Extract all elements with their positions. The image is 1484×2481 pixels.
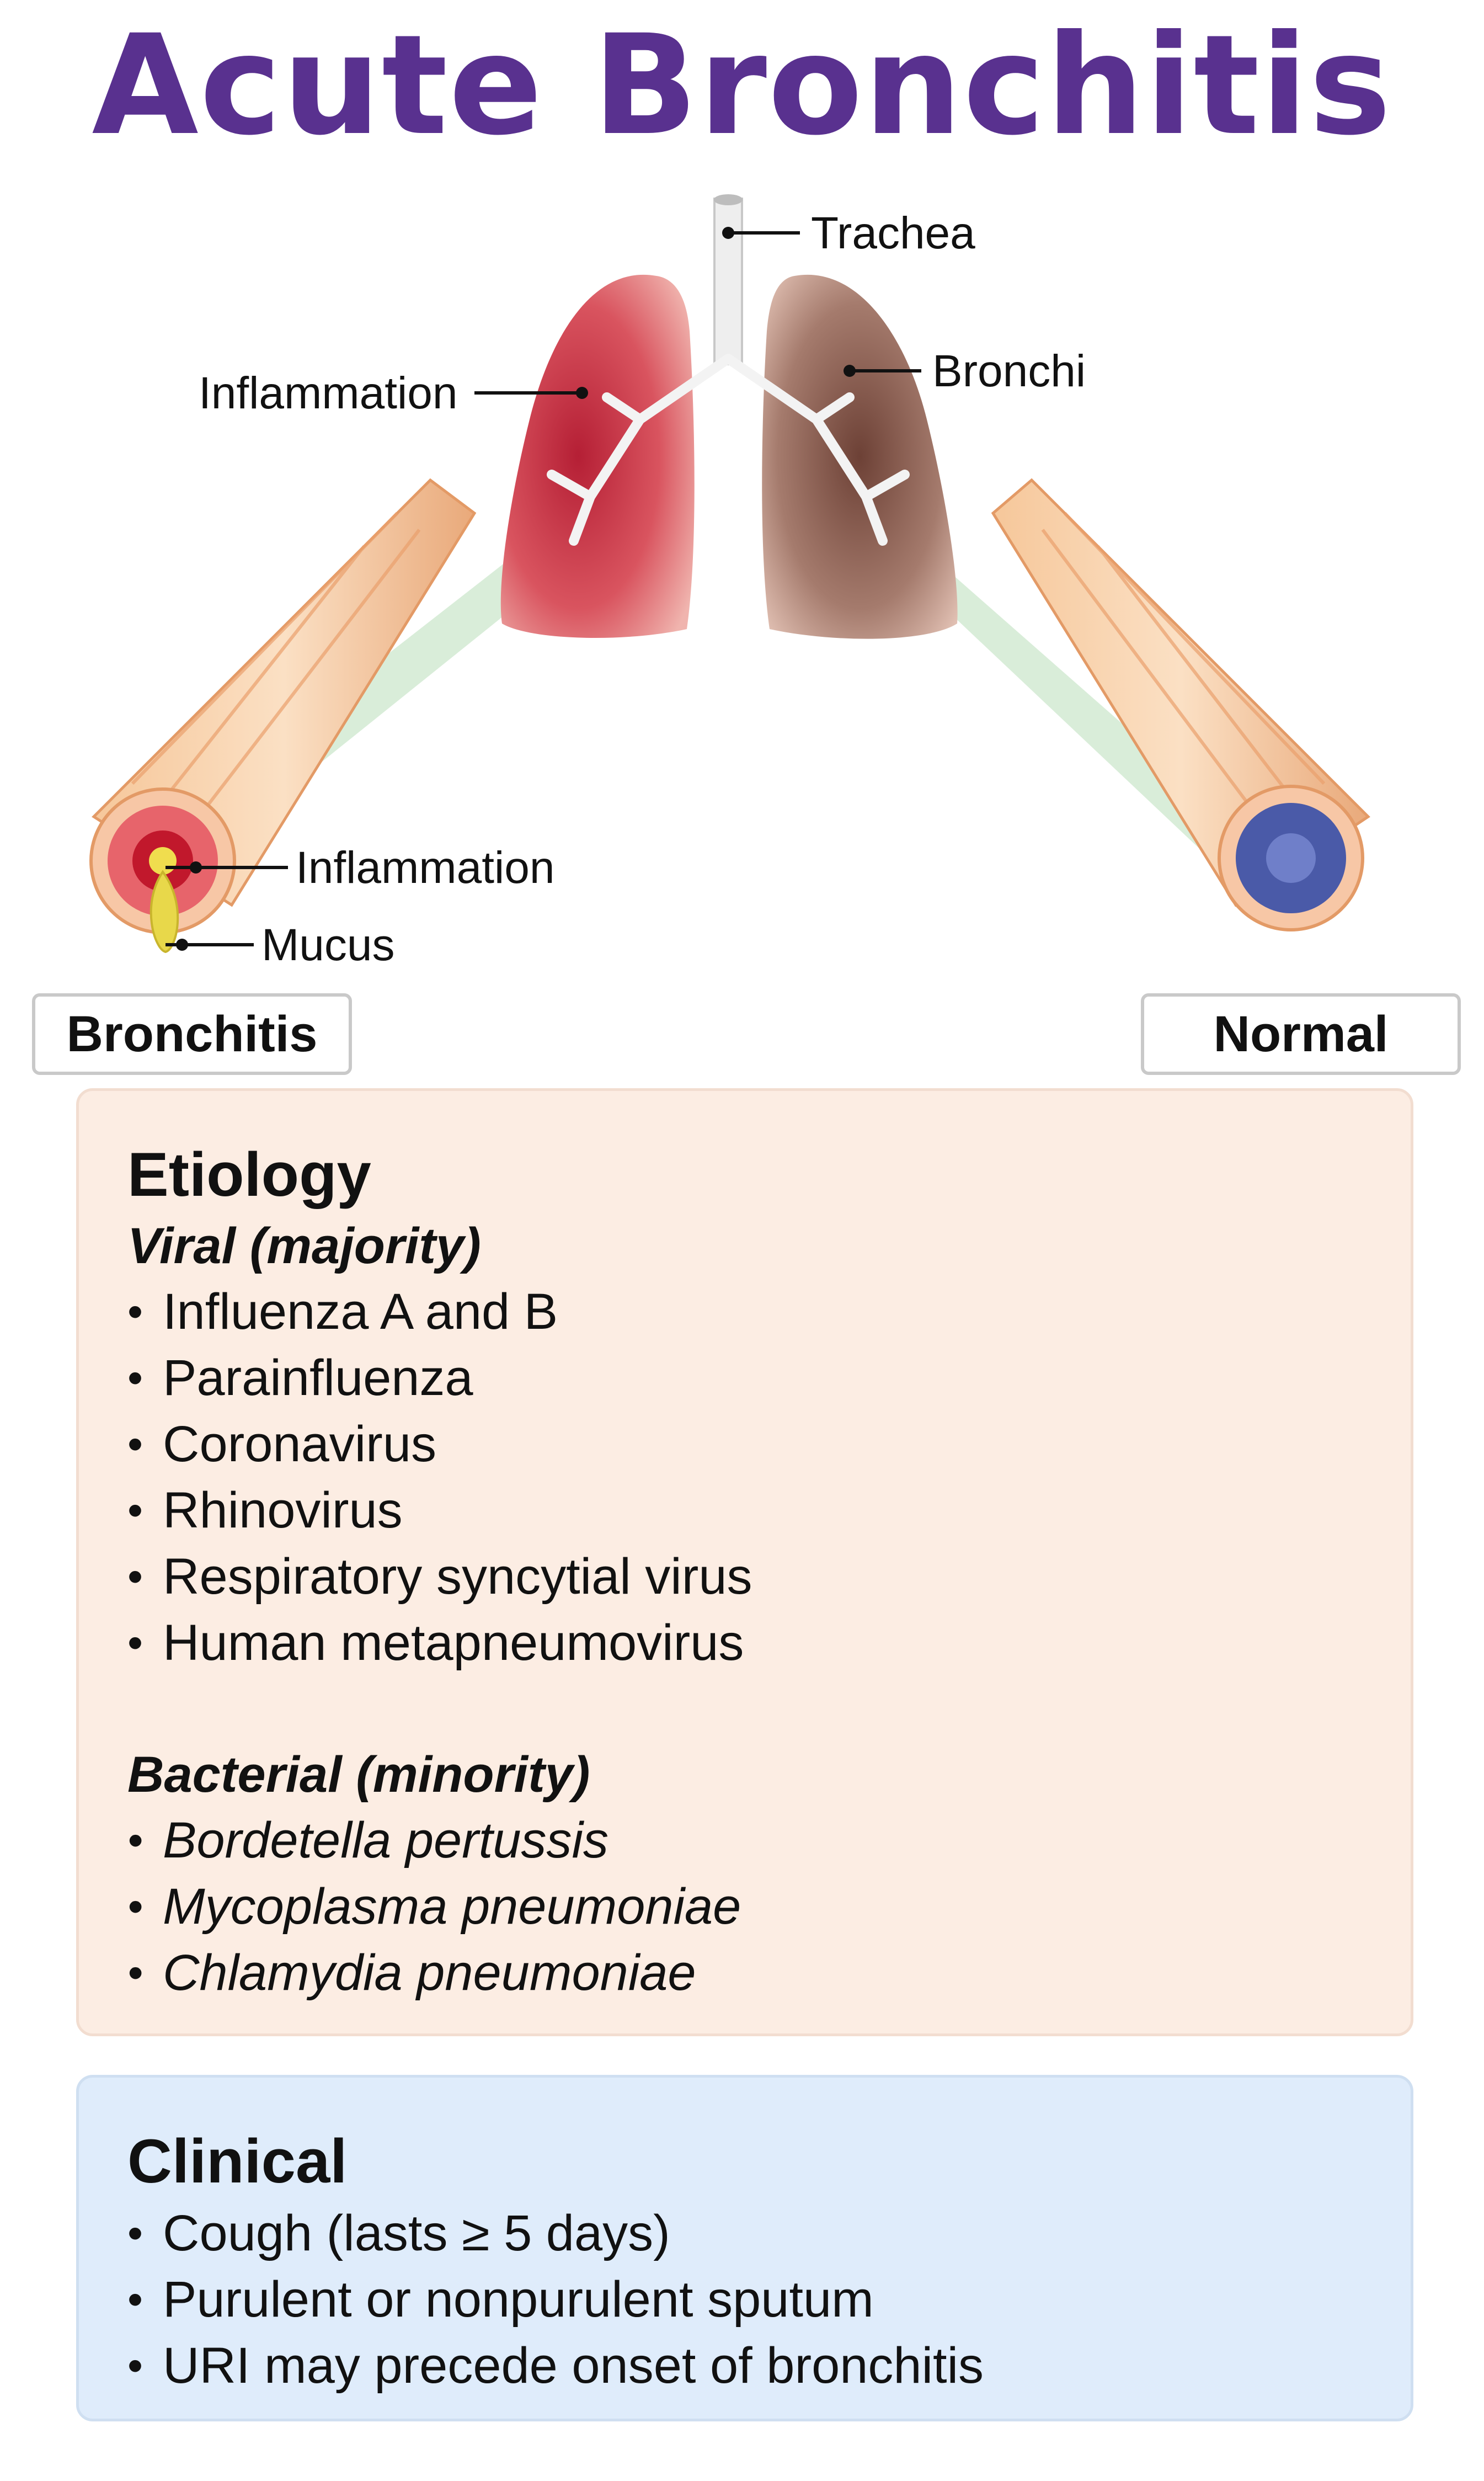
page-title: Acute Bronchitis [92,5,1392,166]
trachea-tube [714,199,742,364]
inflammation-lung-label: Inflammation [199,368,458,418]
list-item: • Respiratory syncytial virus [127,1543,752,1610]
list-item: • Human metapneumovirus [127,1610,752,1676]
right-lung-normal [762,275,957,639]
list-item: • Bordetella pertussis [127,1807,752,1873]
inflammation-airway-label: Inflammation [296,843,555,893]
bronchitis-tag: Bronchitis [32,993,352,1075]
bacterial-list [127,1807,752,2006]
trachea-opening [714,194,743,205]
etiology-panel [76,1088,1413,2036]
left-lung-inflamed [501,275,695,638]
list-item: • Purulent or nonpurulent sputum [127,2266,984,2333]
bacterial-heading: Bacterial (minority) [127,1747,590,1803]
viral-list [127,1279,752,1676]
clinical-heading: Clinical [127,2127,348,2196]
list-item: • Rhinovirus [127,1477,752,1543]
list-item: • Influenza A and B [127,1279,752,1345]
list-item: • Chlamydia pneumoniae [127,1940,752,2006]
list-item: • Coronavirus [127,1411,752,1477]
list-item: • Cough (lasts ≥ 5 days) [127,2200,984,2266]
list-item: • Mycoplasma pneumoniae [127,1873,752,1940]
mucus-label: Mucus [261,920,395,970]
viral-heading: Viral (majority) [127,1218,481,1274]
list-item: • URI may precede onset of bronchitis [127,2333,984,2399]
lung-illustration [0,0,1484,1082]
list-item: • Parainfluenza [127,1345,752,1411]
etiology-heading: Etiology [127,1140,371,1209]
clinical-list [127,2200,984,2399]
normal-tag: Normal [1141,993,1461,1075]
trachea-label: Trachea [811,208,975,258]
clinical-panel [76,2075,1413,2421]
bronchi-label: Bronchi [932,346,1086,396]
